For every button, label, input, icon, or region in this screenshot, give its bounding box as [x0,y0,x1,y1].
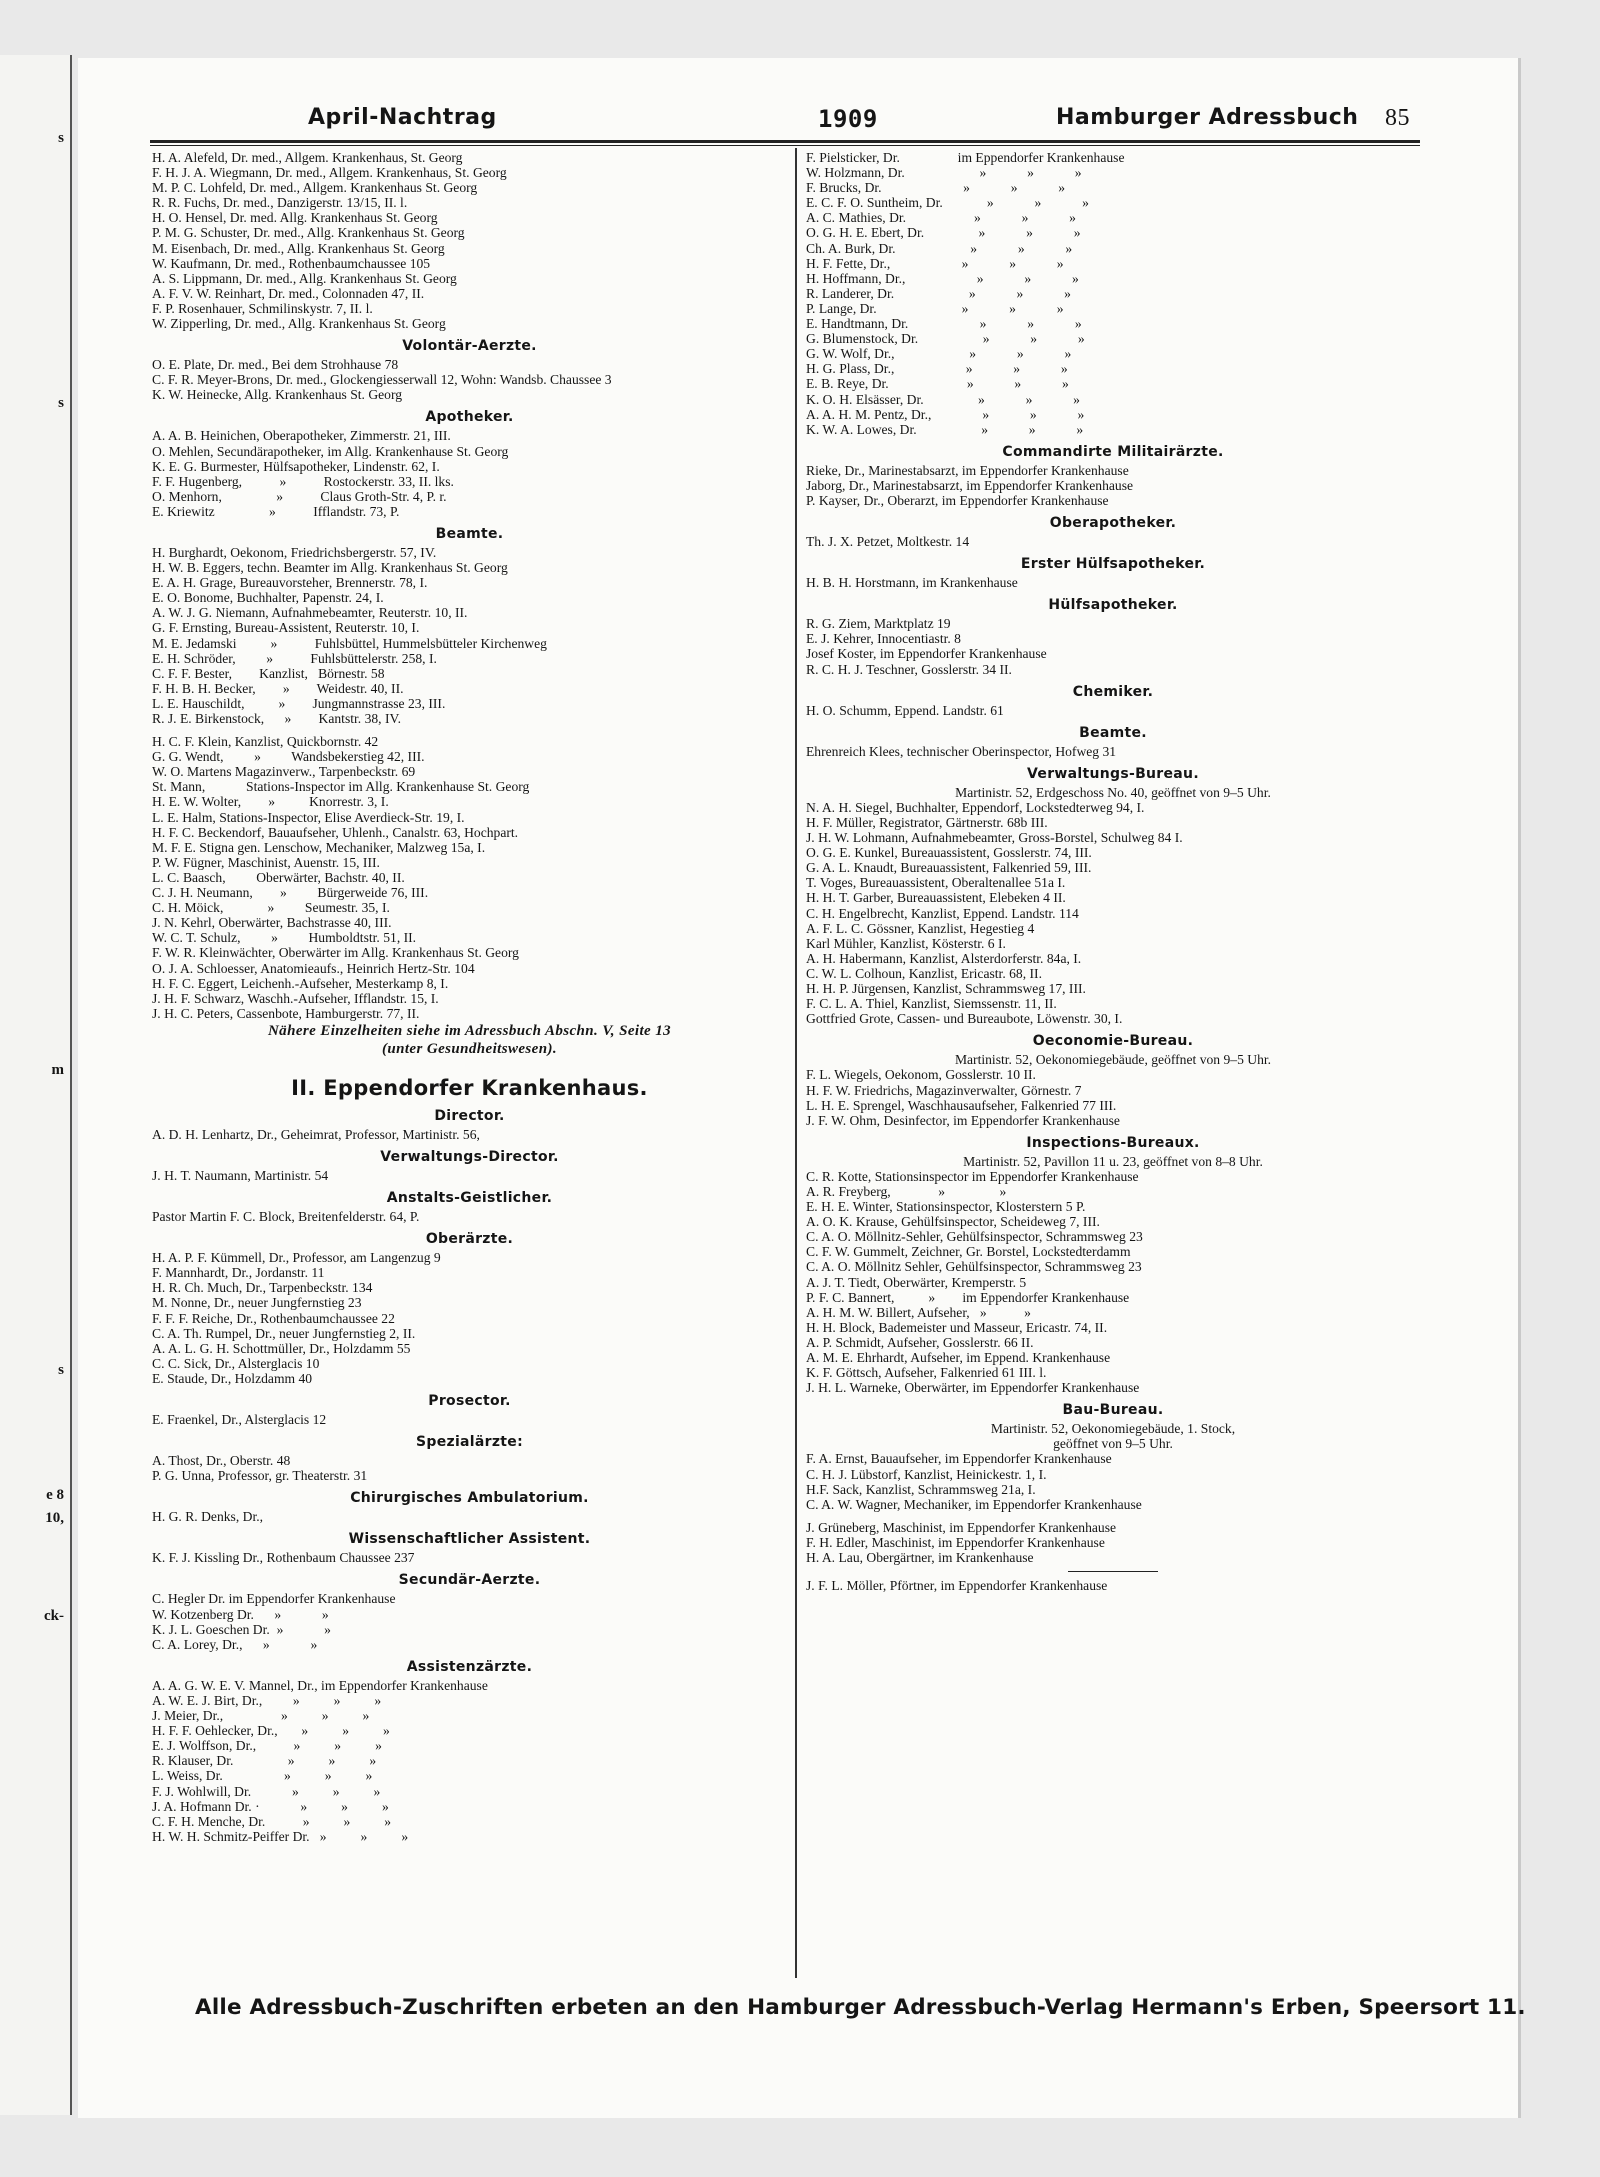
directory-entry: J. Meier, Dr., » » » [152,1708,370,1724]
directory-entry: A. R. Freyberg, » » [806,1183,1007,1199]
section-heading: Beamte. [435,525,504,542]
directory-entry: R. G. Ziem, Marktplatz 19 [806,616,951,632]
section-heading: Verwaltungs-Director. [380,1148,559,1165]
directory-entry: A. P. Schmidt, Aufseher, Gosslerstr. 66 II. [806,1334,1034,1350]
section-heading: Director. [434,1107,505,1124]
directory-entry: A. J. T. Tiedt, Oberwärter, Kremperstr. 5 [806,1274,1027,1290]
directory-entry: K. J. L. Goeschen Dr. » » [152,1621,331,1637]
directory-entry: St. Mann, Stations-Inspector im Allg. Krankenhause St. Georg [152,779,530,795]
directory-entry: F. J. Wohlwill, Dr. » » » [152,1783,381,1799]
directory-entry: Karl Mühler, Kanzlist, Kösterstr. 6 I. [806,935,1006,951]
directory-entry: C. C. Sick, Dr., Alsterglacis 10 [152,1355,320,1371]
header-rule-thin [150,145,1420,146]
directory-entry: C. A. O. Möllnitz-Sehler, Gehülfsinspector, Schrammsweg 23 [806,1229,1143,1245]
office-address: Martinistr. 52, Oekonomiegebäude, 1. Stock, [990,1421,1236,1437]
section-heading: Anstalts-Geistlicher. [386,1190,553,1207]
page-number: 85 [1385,105,1410,131]
previous-page-fragment: m [51,1062,64,1078]
directory-entry: O. Menhorn, » Claus Groth-Str. 4, P. r. [152,488,447,504]
directory-entry: H. Burghardt, Oekonom, Friedrichsbergerstr. 57, IV. [152,544,437,560]
directory-entry: R. Landerer, Dr. » » » [806,285,1071,301]
directory-entry: H. W. H. Schmitz-Peiffer Dr. » » » [152,1828,409,1844]
directory-entry: E. Fraenkel, Dr., Alsterglacis 12 [152,1412,327,1427]
directory-entry: E. A. H. Grage, Bureauvorsteher, Brennerstr. 78, I. [152,575,428,591]
header-rule [150,140,1420,143]
directory-entry: R. J. E. Birkenstock, » Kantstr. 38, IV. [152,711,401,726]
directory-entry: L. E. Hauschildt, » Jungmannstrasse 23, III. [152,695,446,711]
directory-entry: P. W. Fügner, Maschinist, Auenstr. 15, III. [152,854,380,870]
directory-entry: O. J. A. Schloesser, Anatomieaufs., Heinrich Hertz-Str. 104 [152,960,475,976]
directory-entry: C. H. Möick, » Seumestr. 35, I. [152,900,390,916]
section-heading: Chemiker. [1072,683,1154,700]
directory-entry: O. Mehlen, Secundärapotheker, im Allg. Krankenhause St. Georg [152,443,509,459]
running-header [150,105,1420,145]
section-heading: Prosector. [428,1393,511,1409]
directory-entry: K. E. G. Burmester, Hülfsapotheker, Lindenstr. 62, I. [152,458,440,474]
section-heading: Erster Hülfsapotheker. [1020,556,1206,573]
directory-entry: M. F. E. Stigna gen. Lenschow, Mechaniker, Malzweg 15a, I. [152,839,486,855]
directory-entry: A. F. L. C. Gössner, Kanzlist, Hegestieg 4 [806,920,1035,936]
section-heading: Volontär-Aerzte. [402,338,537,355]
directory-entry: J. H. T. Naumann, Martinistr. 54 [152,1167,329,1183]
section-heading: Chirurgisches Ambulatorium. [350,1490,589,1507]
directory-entry: H. A. P. F. Kümmell, Dr., Professor, am Langenzug 9 [152,1250,441,1266]
previous-page-edge [0,55,72,2115]
directory-entry: F. Mannhardt, Dr., Jordanstr. 11 [152,1265,325,1281]
directory-entry: C. F. F. Bester, Kanzlist, Börnestr. 58 [152,665,385,681]
directory-entry: Jaborg, Dr., Marinestabsarzt, im Eppendorfer Krankenhause [806,477,1134,493]
section-heading: Wissenschaftlicher Assistent. [348,1531,591,1548]
directory-entry: J. H. F. Schwarz, Waschh.-Aufseher, Ifflandstr. 15, I. [152,990,439,1006]
header-right: Hamburger Adressbuch [1056,105,1359,130]
previous-page-fragment: ck- [44,1608,64,1624]
directory-entry: M. Eisenbach, Dr. med., Allg. Krankenhaus St. Georg [152,240,445,256]
reference-note: (unter Gesundheitswesen). [381,1040,558,1057]
directory-entry: F. Brucks, Dr. » » » [806,180,1066,196]
directory-entry: Gottfried Grote, Cassen- und Bureaubote, Löwenstr. 30, I. [806,1011,1123,1027]
directory-entry: F. W. R. Kleinwächter, Oberwärter im Allg. Krankenhaus St. Georg [152,945,519,961]
directory-entry: T. Voges, Bureauassistent, Oberaltenallee 51a I. [806,875,1066,891]
directory-entry: H.F. Sack, Kanzlist, Schrammsweg 21a, I. [806,1481,1036,1497]
directory-entry: F. L. Wiegels, Oekonom, Gosslerstr. 10 II. [806,1067,1036,1083]
previous-page-fragment: s [58,130,64,146]
previous-page-fragment: e 8 [46,1487,64,1503]
directory-entry: W. O. Martens Magazinverw., Tarpenbeckstr. 69 [152,764,416,780]
directory-entry: W. Zipperling, Dr. med., Allg. Krankenhaus St. Georg [152,316,446,332]
directory-entry: C. Hegler Dr. im Eppendorfer Krankenhause [152,1591,396,1607]
directory-entry: O. G. E. Kunkel, Bureauassistent, Gosslerstr. 74, III. [806,845,1092,861]
directory-entry: H. O. Schumm, Eppend. Landstr. 61 [806,702,1004,718]
directory-entry: F. H. J. A. Wiegmann, Dr. med., Allgem. Krankenhaus, St. Georg [152,165,507,181]
directory-entry: P. Lange, Dr. » » » [806,300,1064,316]
directory-entry: E. Staude, Dr., Holzdamm 40 [152,1370,313,1386]
directory-entry: G. Blumenstock, Dr. » » » [806,331,1085,347]
directory-entry: H. F. Fette, Dr., » » » [806,255,1064,271]
directory-entry: J. N. Kehrl, Oberwärter, Bachstrasse 40, III. [152,915,392,931]
directory-entry: C. J. H. Neumann, » Bürgerweide 76, III. [152,885,429,901]
directory-entry: A. H. Habermann, Kanzlist, Alsterdorferstr. 84a, I. [806,950,1082,966]
directory-entry: W. C. T. Schulz, » Humboldtstr. 51, II. [152,930,417,946]
directory-entry: A. O. K. Krause, Gehülfsinspector, Scheideweg 7, III. [806,1214,1100,1230]
directory-entry: F. A. Ernst, Bauaufseher, im Eppendorfer Krankenhause [806,1451,1112,1467]
directory-entry: G. F. Ernsting, Bureau-Assistent, Reuterstr. 10, I. [152,620,420,636]
directory-entry: L. E. Halm, Stations-Inspector, Elise Averdieck-Str. 19, I. [152,809,465,825]
directory-entry: G. G. Wendt, » Wandsbekerstieg 42, III. [152,749,425,765]
directory-entry: P. F. C. Bannert, » im Eppendorfer Krankenhause [806,1289,1130,1305]
directory-entry: C. A. Lorey, Dr., » » [152,1636,318,1652]
directory-entry: E. Handtmann, Dr. » » » [806,316,1082,332]
directory-entry: O. G. H. E. Ebert, Dr. » » » [806,225,1081,241]
directory-entry: Ch. A. Burk, Dr. » » » [806,240,1073,256]
spacer [806,1512,1420,1520]
directory-entry: C. H. Engelbrecht, Kanzlist, Eppend. Landstr. 114 [806,905,1079,921]
directory-entry: J. H. W. Lohmann, Aufnahmebeamter, Gross-Borstel, Schulweg 84 I. [806,830,1183,846]
directory-entry: Ehrenreich Klees, technischer Oberinspector, Hofweg 31 [806,743,1117,759]
directory-entry: A. A. B. Heinichen, Oberapotheker, Zimmerstr. 21, III. [152,428,451,444]
directory-entry: F. H. B. H. Becker, » Weidestr. 40, II. [152,680,404,696]
header-left: April-Nachtrag [308,105,497,130]
directory-entry: A. S. Lippmann, Dr. med., Allg. Krankenhaus St. Georg [152,270,457,286]
directory-entry: L. H. E. Sprengel, Waschhausaufseher, Falkenried 77 III. [806,1097,1117,1113]
directory-entry: E. J. Kehrer, Innocentiastr. 8 [806,631,961,647]
directory-entry: G. A. L. Knaudt, Bureauassistent, Falkenried 59, III. [806,860,1092,876]
directory-entry: C. A. Th. Rumpel, Dr., neuer Jungfernstieg 2, II. [152,1325,416,1341]
directory-entry: H. H. T. Garber, Bureauassistent, Elebeken 4 II. [806,890,1066,906]
directory-entry: K. F. Göttsch, Aufseher, Falkenried 61 III. l. [806,1365,1047,1381]
directory-entry: L. C. Baasch, Oberwärter, Bachstr. 40, II. [152,869,405,885]
section-heading: Oeconomie-Bureau. [1032,1033,1194,1050]
directory-entry: H. B. H. Horstmann, im Krankenhause [806,575,1018,591]
section-heading: Inspections-Bureaux. [1026,1134,1200,1151]
directory-entry: A. F. V. W. Reinhart, Dr. med., Colonnaden 47, II. [152,285,425,301]
previous-page-fragment: 10, [45,1510,64,1526]
directory-entry: R. C. H. J. Teschner, Gosslerstr. 34 II. [806,661,1012,677]
section-heading: Bau-Bureau. [1062,1402,1164,1419]
directory-entry: W. Kaufmann, Dr. med., Rothenbaumchaussee 105 [152,255,431,271]
office-address: Martinistr. 52, Oekonomiegebäude, geöffnet von 9–5 Uhr. [954,1052,1272,1068]
directory-entry: H. F. W. Friedrichs, Magazinverwalter, Görnestr. 7 [806,1082,1082,1098]
directory-entry: N. A. H. Siegel, Buchhalter, Eppendorf, Lockstedterweg 94, I. [806,799,1145,815]
directory-entry: E. J. Wolffson, Dr., » » » [152,1738,382,1754]
previous-page-fragment: s [58,1362,64,1378]
section-heading: Oberärzte. [425,1231,514,1248]
directory-entry: C. F. R. Meyer-Brons, Dr. med., Glockengiesserwall 12, Wohn: Wandsb. Chaussee 3 [152,372,612,388]
directory-entry: J. H. L. Warneke, Oberwärter, im Eppendorfer Krankenhause [806,1380,1140,1396]
directory-entry: M. E. Jedamski » Fuhlsbüttel, Hummelsbütteler Kirchenweg [152,635,547,651]
spacer [152,726,787,734]
directory-entry: K. W. Heinecke, Allg. Krankenhaus St. Georg [152,387,403,403]
directory-entry: M. Nonne, Dr., neuer Jungfernstieg 23 [152,1295,362,1311]
directory-entry: Josef Koster, im Eppendorfer Krankenhause [806,646,1047,662]
directory-entry: G. W. Wolf, Dr., » » » [806,346,1072,362]
directory-entry: J. A. Hofmann Dr. · » » » [152,1798,389,1814]
directory-entry: F. P. Rosenhauer, Schmilinskystr. 7, II. l. [152,300,373,316]
directory-entry: E. H. E. Winter, Stationsinspector, Klosterstern 5 P. [806,1199,1086,1215]
directory-entry: C. R. Kotte, Stationsinspector im Eppendorfer Krankenhause [806,1168,1139,1184]
directory-entry: H. F. F. Oehlecker, Dr., » » » [152,1723,390,1739]
directory-entry: C. A. W. Wagner, Mechaniker, im Eppendorfer Krankenhause [806,1496,1142,1512]
directory-entry: J. H. C. Peters, Cassenbote, Hamburgerstr. 77, II. [152,1005,420,1021]
directory-entry: A. W. E. J. Birt, Dr., » » » [152,1692,382,1708]
directory-entry: H. H. P. Jürgensen, Kanzlist, Schrammsweg 17, III. [806,981,1086,997]
directory-entry: W. Holzmann, Dr. » » » [806,165,1082,181]
header-year: 1909 [818,105,878,133]
directory-entry: A. C. Mathies, Dr. » » » [806,210,1076,226]
office-address: Martinistr. 52, Pavillon 11 u. 23, geöffnet von 8–8 Uhr. [963,1153,1263,1169]
directory-entry: H. O. Hensel, Dr. med. Allg. Krankenhaus St. Georg [152,210,438,226]
directory-entry: H. R. Ch. Much, Dr., Tarpenbeckstr. 134 [152,1280,373,1296]
reference-note: Nähere Einzelheiten siehe im Adressbuch Abschn. V, Seite 13 [267,1022,672,1039]
right-column [806,150,1420,1593]
directory-entry: A. M. E. Ehrhardt, Aufseher, im Eppend. Krankenhause [806,1350,1111,1365]
section-heading: Oberapotheker. [1049,515,1177,532]
section-heading: Commandirte Militairärzte. [1002,443,1224,460]
separator-rule [1068,1571,1158,1572]
directory-entry: A. D. H. Lenhartz, Dr., Geheimrat, Professor, Martinistr. 56, [152,1126,480,1142]
directory-entry: H. G. R. Denks, Dr., [152,1509,264,1525]
column-divider [795,148,797,1978]
directory-entry: R. R. Fuchs, Dr. med., Danzigerstr. 13/15, II. l. [152,195,408,211]
directory-entry: H. E. W. Wolter, » Knorrestr. 3, I. [152,794,389,810]
directory-entry: A. W. J. G. Niemann, Aufnahmebeamter, Reuterstr. 10, II. [152,605,468,621]
directory-entry: F. C. L. A. Thiel, Kanzlist, Siemssenstr. 11, II. [806,996,1057,1012]
directory-entry: M. P. C. Lohfeld, Dr. med., Allgem. Krankenhaus St. Georg [152,180,478,196]
directory-entry: C. A. O. Möllnitz Sehler, Gehülfsinspector, Schrammsweg 23 [806,1259,1142,1275]
directory-entry: E. B. Reye, Dr. » » » [806,376,1069,392]
directory-entry: R. Klauser, Dr. » » » [152,1753,377,1769]
institution-heading: II. Eppendorfer Krankenhaus. [291,1075,648,1100]
directory-entry: F. F. Hugenberg, » Rostockerstr. 33, II. lks. [152,473,454,489]
directory-entry: C. F. W. Gummelt, Zeichner, Gr. Borstel, Lockstedterdamm [806,1244,1131,1260]
directory-entry: J. F. L. Möller, Pförtner, im Eppendorfer Krankenhause [806,1578,1108,1594]
directory-entry: E. Kriewitz » Ifflandstr. 73, P. [152,503,400,519]
directory-entry: O. E. Plate, Dr. med., Bei dem Strohhause 78 [152,357,399,373]
directory-entry: Rieke, Dr., Marinestabsarzt, im Eppendorfer Krankenhause [806,462,1129,478]
directory-entry: H. F. C. Eggert, Leichenh.-Aufseher, Mesterkamp 8, I. [152,975,449,991]
directory-entry: K. F. J. Kissling Dr., Rothenbaum Chaussee 237 [152,1550,415,1566]
directory-entry: C. W. L. Colhoun, Kanzlist, Ericastr. 68, II. [806,965,1042,981]
section-heading: Verwaltungs-Bureau. [1027,765,1199,782]
directory-entry: F. Pielsticker, Dr. im Eppendorfer Krankenhause [806,150,1125,165]
section-heading: Apotheker. [425,409,514,426]
section-heading: Spezialärzte: [416,1434,523,1451]
directory-entry: A. A. G. W. E. V. Mannel, Dr., im Eppendorfer Krankenhause [152,1677,488,1693]
directory-entry: A. H. M. W. Billert, Aufseher, » » [806,1304,1031,1320]
directory-entry: Pastor Martin F. C. Block, Breitenfelderstr. 64, P. [152,1209,420,1225]
directory-entry: P. Kayser, Dr., Oberarzt, im Eppendorfer Krankenhause [806,492,1109,508]
directory-entry: C. F. H. Menche, Dr. » » » [152,1813,392,1829]
directory-entry: E. O. Bonome, Buchhalter, Papenstr. 24, I. [152,590,384,606]
directory-entry: H. A. Alefeld, Dr. med., Allgem. Krankenhaus, St. Georg [152,150,463,165]
directory-entry: H. Hoffmann, Dr., » » » [806,270,1079,286]
directory-entry: P. G. Unna, Professor, gr. Theaterstr. 31 [152,1468,368,1484]
footer-notice: Alle Adressbuch-Zuschriften erbeten an den Hamburger Adressbuch-Verlag Hermann's Erben, Speersort 11. [195,1995,1526,2020]
previous-page-fragment: s [58,395,64,411]
directory-entry: A. A. L. G. H. Schottmüller, Dr., Holzdamm 55 [152,1340,411,1356]
directory-entry: A. Thost, Dr., Oberstr. 48 [152,1453,291,1469]
directory-entry: P. M. G. Schuster, Dr. med., Allg. Krankenhaus St. Georg [152,225,465,241]
directory-entry: E. C. F. O. Suntheim, Dr. » » » [806,195,1089,211]
directory-entry: A. A. H. M. Pentz, Dr., » » » [806,406,1085,422]
directory-entry: J. F. W. Ohm, Desinfector, im Eppendorfer Krankenhause [806,1112,1120,1128]
section-heading: Secundär-Aerzte. [398,1572,541,1589]
directory-entry: H. W. B. Eggers, techn. Beamter im Allg. Krankenhaus St. Georg [152,560,508,576]
directory-entry: F. F. F. Reiche, Dr., Rothenbaumchaussee 22 [152,1310,395,1326]
office-address: Martinistr. 52, Erdgeschoss No. 40, geöffnet von 9–5 Uhr. [955,784,1271,800]
directory-entry: H. C. F. Klein, Kanzlist, Quickbornstr. 42 [152,734,379,750]
office-address: geöffnet von 9–5 Uhr. [1053,1436,1173,1452]
directory-entry: H. A. Lau, Obergärtner, im Krankenhause [806,1550,1034,1566]
section-heading: Beamte. [1079,724,1147,741]
section-heading: Hülfsapotheker. [1048,597,1178,614]
directory-entry: K. W. A. Lowes, Dr. » » » [806,421,1084,437]
directory-entry: J. Grüneberg, Maschinist, im Eppendorfer Krankenhause [806,1519,1117,1535]
directory-entry: H. G. Plass, Dr., » » » [806,361,1068,377]
directory-entry: C. H. J. Lübstorf, Kanzlist, Heinickestr. 1, I. [806,1466,1047,1482]
directory-entry: L. Weiss, Dr. » » » [152,1768,373,1784]
left-column [152,150,787,1844]
directory-entry: H. F. Müller, Registrator, Gärtnerstr. 68b III. [806,815,1048,830]
directory-entry: K. O. H. Elsässer, Dr. » » » [806,391,1080,407]
directory-entry: H. F. C. Beckendorf, Bauaufseher, Uhlenh., Canalstr. 63, Hochpart. [152,824,519,840]
directory-entry: H. H. Block, Bademeister und Masseur, Ericastr. 74, II. [806,1319,1108,1335]
directory-entry: W. Kotzenberg Dr. » » [152,1606,329,1622]
directory-entry: F. H. Edler, Maschinist, im Eppendorfer Krankenhause [806,1534,1105,1550]
directory-entry: E. H. Schröder, » Fuhlsbüttelerstr. 258, I. [152,650,437,666]
directory-entry: Th. J. X. Petzet, Moltkestr. 14 [806,534,970,550]
section-heading: Assistenzärzte. [406,1658,533,1675]
